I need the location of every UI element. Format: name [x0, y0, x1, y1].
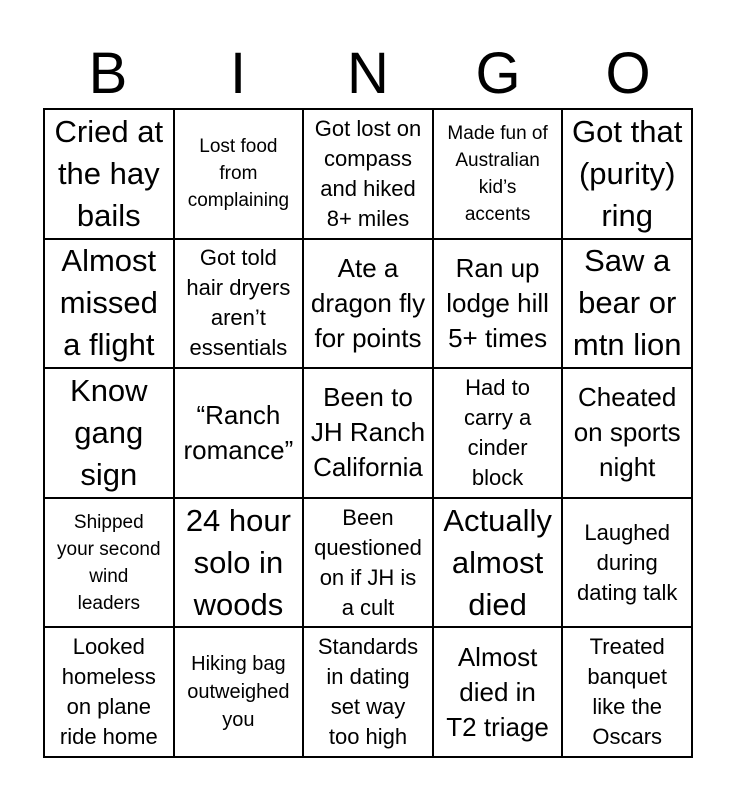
cell-text: Actually almost died	[443, 502, 552, 622]
bingo-cell[interactable]	[433, 109, 563, 239]
bingo-cell[interactable]	[174, 368, 304, 498]
bingo-cell[interactable]	[562, 109, 692, 239]
bingo-cell[interactable]	[174, 498, 304, 628]
cell-text: Got lost on compass and hiked 8+ miles	[314, 115, 422, 231]
cell-text: Been to JH Ranch California	[310, 382, 426, 483]
bingo-cell[interactable]	[303, 239, 433, 369]
cell-text: Standards in dating set way too high	[317, 634, 419, 750]
bingo-cell[interactable]	[562, 239, 692, 369]
bingo-cell[interactable]	[174, 109, 304, 239]
cell-text: Know gang sign	[70, 373, 148, 492]
bingo-cell[interactable]	[562, 627, 692, 757]
header-letter-g: G	[475, 41, 521, 106]
cell-text: Treated banquet like the Oscars	[587, 634, 667, 750]
bingo-cell[interactable]	[44, 239, 174, 369]
bingo-cell[interactable]	[44, 627, 174, 757]
header-letter-b: B	[88, 41, 128, 106]
cell-text: Cheated on sports night	[573, 382, 681, 483]
bingo-cell[interactable]	[562, 368, 692, 498]
cell-text: Been questioned on if JH is a cult	[314, 504, 422, 620]
bingo-cell[interactable]	[174, 239, 304, 369]
cell-text: Shipped your second wind leaders	[57, 511, 161, 614]
bingo-cell[interactable]	[433, 498, 563, 628]
bingo-cell[interactable]	[433, 627, 563, 757]
cell-text: 24 hour solo in woods	[185, 502, 291, 622]
bingo-cell[interactable]	[44, 109, 174, 239]
cell-text: Ran up lodge hill 5+ times	[446, 252, 549, 353]
cell-text: Laughed during dating talk	[577, 519, 678, 605]
header-letter-i: I	[229, 41, 247, 106]
cell-text: Lost food from complaining	[187, 136, 290, 212]
header-letter-o: O	[605, 41, 651, 106]
bingo-cell[interactable]	[433, 239, 563, 369]
cell-text: Ate a dragon fly for points	[310, 252, 426, 353]
bingo-cell[interactable]	[44, 498, 174, 628]
header-letter-n: N	[347, 41, 389, 106]
bingo-cell[interactable]	[562, 498, 692, 628]
cell-text: Got told hair dryers aren’t essentials	[186, 245, 291, 361]
cell-text: Made fun of Australian kid’s accents	[447, 122, 548, 225]
cell-text: Cried at the hay bails	[54, 113, 164, 233]
cell-text: Almost missed a flight	[59, 243, 158, 363]
bingo-header	[43, 40, 693, 108]
bingo-cell[interactable]	[433, 368, 563, 498]
bingo-cell[interactable]	[303, 498, 433, 628]
cell-text: “Ranch romance”	[183, 399, 294, 465]
cell-text: Had to carry a cinder block	[463, 374, 532, 490]
bingo-cell[interactable]	[174, 627, 304, 757]
cell-text: Almost died in T2 triage	[446, 641, 549, 742]
cell-text: Got that (purity) ring	[572, 113, 683, 233]
bingo-cell[interactable]	[303, 368, 433, 498]
bingo-grid	[43, 108, 693, 758]
cell-text: Looked homeless on plane ride home	[59, 634, 158, 750]
bingo-cell[interactable]	[44, 368, 174, 498]
bingo-cell[interactable]	[303, 627, 433, 757]
cell-text: Saw a bear or mtn lion	[572, 243, 682, 363]
bingo-cell[interactable]	[303, 109, 433, 239]
cell-text: Hiking bag outweighed you	[187, 653, 290, 732]
